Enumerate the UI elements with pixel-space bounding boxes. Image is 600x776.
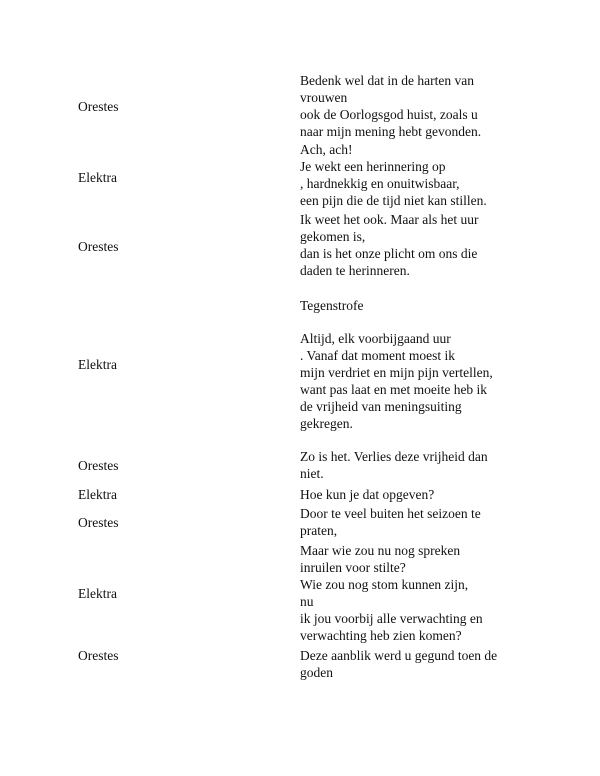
dialogue-lines xyxy=(300,330,540,432)
dialogue-lines xyxy=(300,647,540,681)
dialogue-lines xyxy=(300,505,540,539)
dialogue-lines xyxy=(300,141,540,209)
dialogue-line: Ach, ach! xyxy=(300,142,353,157)
dialogue-line: nu xyxy=(300,594,314,609)
dialogue-lines xyxy=(300,486,540,503)
dialogue-line: de vrijheid van meningsuiting xyxy=(300,399,462,414)
speaker-name: Elektra xyxy=(78,357,117,372)
dialogue-lines xyxy=(300,211,540,279)
speaker-name: Orestes xyxy=(78,648,119,663)
dialogue-line: Zo is het. Verlies deze vrijheid dan xyxy=(300,449,488,464)
speaker-name: Elektra xyxy=(78,586,117,601)
dialogue-line: gekregen. xyxy=(300,416,353,431)
dialogue-line: Deze aanblik werd u gegund toen de xyxy=(300,648,498,663)
dialogue-line: Altijd, elk voorbijgaand uur xyxy=(300,331,451,346)
dialogue-line: Wie zou nog stom kunnen zijn, xyxy=(300,577,469,592)
dialogue-line: een pijn die de tijd niet kan stillen. xyxy=(300,193,487,208)
dialogue-line: praten, xyxy=(300,523,338,538)
speaker-name: Elektra xyxy=(78,487,117,502)
speaker-name: Orestes xyxy=(78,239,119,254)
dialogue-line: ik jou voorbij alle verwachting en xyxy=(300,611,483,626)
dialogue-line: verwachting heb zien komen? xyxy=(300,628,462,643)
dialogue-line: Maar wie zou nu nog spreken xyxy=(300,543,461,558)
dialogue-lines xyxy=(300,72,540,140)
dialogue-line: . Vanaf dat moment moest ik xyxy=(300,348,455,363)
section-heading: Tegenstrofe xyxy=(300,298,364,313)
speaker-name: Elektra xyxy=(78,170,117,185)
dialogue-line: niet. xyxy=(300,466,324,481)
dialogue-line: ook de Oorlogsgod huist, zoals u xyxy=(300,107,478,122)
dialogue-line: gekomen is, xyxy=(300,229,366,244)
dialogue-line: , hardnekkig en onuitwisbaar, xyxy=(300,176,460,191)
dialogue-line: Door te veel buiten het seizoen te xyxy=(300,506,481,521)
dialogue-line: Bedenk wel dat in de harten van xyxy=(300,73,474,88)
dialogue-line: naar mijn mening hebt gevonden. xyxy=(300,124,482,139)
dialogue-line: Hoe kun je dat opgeven? xyxy=(300,487,435,502)
dialogue-line: Ik weet het ook. Maar als het uur xyxy=(300,212,479,227)
dialogue-line: daden te herinneren. xyxy=(300,263,410,278)
speaker-name: Orestes xyxy=(78,515,119,530)
dialogue-line: goden xyxy=(300,665,333,680)
dialogue-lines xyxy=(300,448,540,482)
speaker-name: Orestes xyxy=(78,99,119,114)
dialogue-line: dan is het onze plicht om ons die xyxy=(300,246,478,261)
dialogue-lines xyxy=(300,542,540,644)
dialogue-line: inruilen voor stilte? xyxy=(300,560,406,575)
dialogue-line: want pas laat en met moeite heb ik xyxy=(300,382,488,397)
dialogue-line: mijn verdriet en mijn pijn vertellen, xyxy=(300,365,493,380)
dialogue-line: vrouwen xyxy=(300,90,348,105)
speaker-name: Orestes xyxy=(78,458,119,473)
dialogue-line: Je wekt een herinnering op xyxy=(300,159,446,174)
